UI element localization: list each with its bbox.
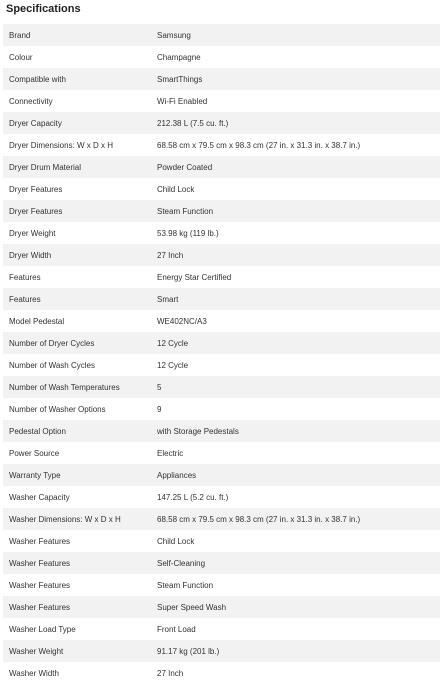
spec-value: Samsung <box>153 24 440 46</box>
spec-row <box>3 574 440 596</box>
spec-row <box>3 552 440 574</box>
spec-value: 68.58 cm x 79.5 cm x 98.3 cm (27 in. x 31.3 in. x 38.7 in.) <box>153 134 440 156</box>
spec-value: Appliances <box>153 464 440 486</box>
spec-name: Features <box>3 266 153 288</box>
spec-row <box>3 46 440 68</box>
spec-value: Steam Function <box>153 574 440 596</box>
spec-name: Pedestal Option <box>3 420 153 442</box>
spec-row <box>3 134 440 156</box>
spec-name: Warranty Type <box>3 464 153 486</box>
spec-name: Dryer Features <box>3 200 153 222</box>
spec-name: Power Source <box>3 442 153 464</box>
spec-row <box>3 662 440 684</box>
spec-name: Number of Dryer Cycles <box>3 332 153 354</box>
spec-value: 91.17 kg (201 lb.) <box>153 640 440 662</box>
spec-row <box>3 442 440 464</box>
specifications-table <box>3 24 440 684</box>
spec-name: Washer Width <box>3 662 153 684</box>
spec-name: Number of Washer Options <box>3 398 153 420</box>
spec-row <box>3 288 440 310</box>
spec-name: Dryer Capacity <box>3 112 153 134</box>
spec-name: Compatible with <box>3 68 153 90</box>
spec-row <box>3 640 440 662</box>
spec-row <box>3 266 440 288</box>
spec-name: Brand <box>3 24 153 46</box>
spec-value: Wi-Fi Enabled <box>153 90 440 112</box>
spec-value: Super Speed Wash <box>153 596 440 618</box>
spec-row <box>3 508 440 530</box>
spec-value: WE402NC/A3 <box>153 310 440 332</box>
spec-row <box>3 178 440 200</box>
spec-name: Model Pedestal <box>3 310 153 332</box>
spec-row <box>3 68 440 90</box>
spec-name: Washer Dimensions: W x D x H <box>3 508 153 530</box>
spec-value: 212.38 L (7.5 cu. ft.) <box>153 112 440 134</box>
spec-row <box>3 222 440 244</box>
spec-row <box>3 332 440 354</box>
spec-name: Dryer Features <box>3 178 153 200</box>
spec-value: Self-Cleaning <box>153 552 440 574</box>
spec-value: 27 Inch <box>153 662 440 684</box>
spec-value: Child Lock <box>153 530 440 552</box>
spec-row <box>3 90 440 112</box>
spec-name: Number of Wash Cycles <box>3 354 153 376</box>
spec-value: 12 Cycle <box>153 354 440 376</box>
spec-name: Dryer Dimensions: W x D x H <box>3 134 153 156</box>
spec-value: 27 Inch <box>153 244 440 266</box>
spec-value: 68.58 cm x 79.5 cm x 98.3 cm (27 in. x 31.3 in. x 38.7 in.) <box>153 508 440 530</box>
spec-name: Washer Features <box>3 574 153 596</box>
spec-name: Washer Features <box>3 552 153 574</box>
spec-row <box>3 486 440 508</box>
spec-name: Washer Capacity <box>3 486 153 508</box>
spec-name: Colour <box>3 46 153 68</box>
spec-value: 9 <box>153 398 440 420</box>
specifications-table-body <box>3 24 440 684</box>
spec-value: 12 Cycle <box>153 332 440 354</box>
section-title: Specifications <box>6 3 81 15</box>
spec-row <box>3 530 440 552</box>
spec-name: Dryer Drum Material <box>3 156 153 178</box>
spec-value: Child Lock <box>153 178 440 200</box>
spec-value: Energy Star Certified <box>153 266 440 288</box>
spec-name: Washer Features <box>3 596 153 618</box>
spec-row <box>3 244 440 266</box>
spec-row <box>3 156 440 178</box>
spec-value: Electric <box>153 442 440 464</box>
spec-row <box>3 310 440 332</box>
spec-row <box>3 200 440 222</box>
spec-name: Washer Weight <box>3 640 153 662</box>
spec-name: Washer Features <box>3 530 153 552</box>
spec-value: Front Load <box>153 618 440 640</box>
spec-name: Dryer Width <box>3 244 153 266</box>
spec-name: Dryer Weight <box>3 222 153 244</box>
spec-name: Washer Load Type <box>3 618 153 640</box>
spec-value: 147.25 L (5.2 cu. ft.) <box>153 486 440 508</box>
spec-row <box>3 376 440 398</box>
spec-value: SmartThings <box>153 68 440 90</box>
spec-row <box>3 464 440 486</box>
spec-value: Champagne <box>153 46 440 68</box>
spec-name: Features <box>3 288 153 310</box>
spec-value: Steam Function <box>153 200 440 222</box>
spec-value: Powder Coated <box>153 156 440 178</box>
spec-row <box>3 420 440 442</box>
spec-value: Smart <box>153 288 440 310</box>
spec-name: Number of Wash Temperatures <box>3 376 153 398</box>
spec-row <box>3 112 440 134</box>
spec-row <box>3 24 440 46</box>
spec-value: with Storage Pedestals <box>153 420 440 442</box>
spec-row <box>3 398 440 420</box>
spec-row <box>3 618 440 640</box>
spec-name: Connectivity <box>3 90 153 112</box>
spec-row <box>3 354 440 376</box>
spec-value: 53.98 kg (119 lb.) <box>153 222 440 244</box>
spec-value: 5 <box>153 376 440 398</box>
spec-row <box>3 596 440 618</box>
